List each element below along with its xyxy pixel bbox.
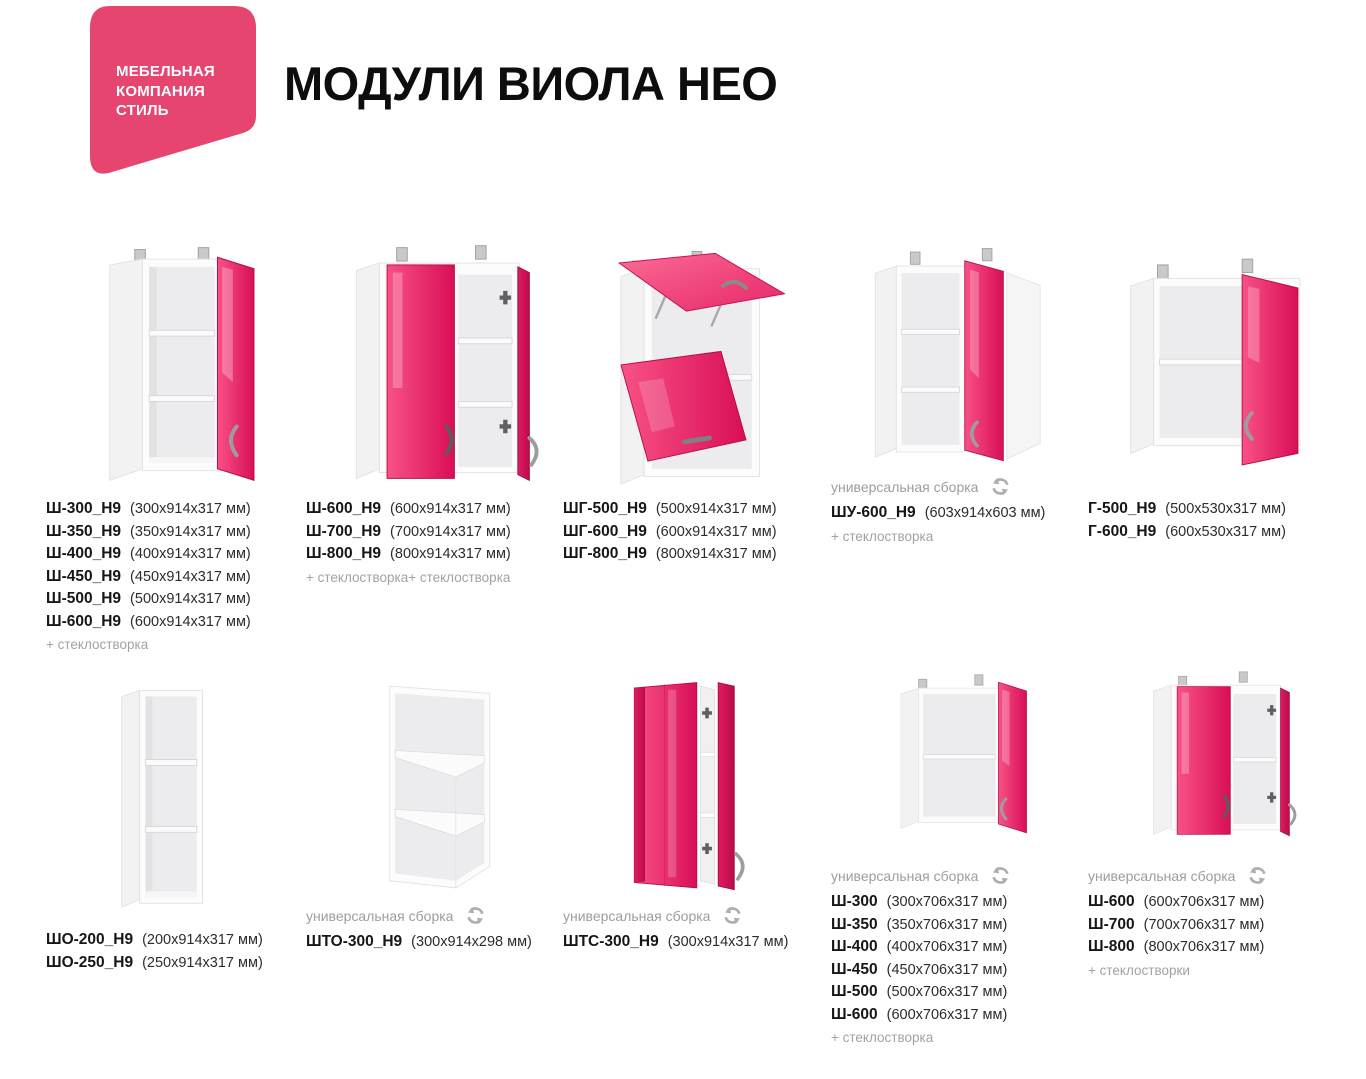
product-code: ШГ-600_Н9 [563,522,647,540]
product-code: Ш-400_Н9 [46,545,122,562]
product-lines [563,498,819,566]
product-lines [831,502,1087,525]
product-line [46,498,302,521]
product-size: (800х914х317 мм) [390,546,511,562]
logo-line: МЕБЕЛЬНАЯ [116,63,215,80]
open-shelf-unit-illustration [51,663,297,919]
short-double-door-illustration [1124,663,1309,855]
wide-short-cabinet-illustration [1096,238,1336,488]
glass-door-note: + стеклостворка [831,528,934,544]
product-size: (600х914х317 мм) [130,613,251,630]
product-line [831,959,1087,982]
product-lines [46,498,302,633]
product-image [1088,663,1344,855]
product-line [831,502,1087,525]
product-size: (250х914х317 мм) [142,954,263,971]
glass-door-note: + стеклостворка [831,1030,934,1045]
product-specs [306,498,562,585]
product-specs [563,498,819,566]
product-code: Ш-600 [1088,893,1135,910]
product-size: (300х706х317 мм) [886,894,1008,910]
product-line [46,952,302,975]
product-card [831,238,1087,544]
product-code: Ш-600_Н9 [306,500,382,517]
universal-assembly-row [1088,865,1344,886]
product-specs [46,498,302,652]
product-specs [831,865,1087,1045]
product-line [563,521,819,544]
universal-assembly-row [831,865,1087,886]
product-lines [1088,891,1344,959]
wide-double-door-illustration [314,238,554,488]
product-size: (500х914х317 мм) [655,501,777,517]
rotate-arrows-icon [1247,865,1268,886]
product-size: (300х914х298 мм) [411,934,532,950]
product-code: Ш-400 [831,938,878,955]
product-specs [1088,865,1344,978]
product-code: ШО-250_Н9 [46,953,134,971]
product-image [831,238,1087,466]
product-code: ШТО-300_Н9 [306,933,403,950]
product-code: Ш-800 [1088,938,1135,955]
product-line [563,931,819,954]
corner-cabinet-illustration [849,238,1068,466]
product-size: (603х914х603 мм) [924,505,1046,521]
product-card [1088,238,1344,543]
product-code: Ш-350 [831,915,878,933]
product-size: (800х706х317 мм) [1143,939,1265,955]
product-lines [563,931,819,954]
product-size: (500х530х317 мм) [1165,501,1286,517]
product-code: Ш-500 [831,983,878,1000]
universal-assembly-label: универсальная сборка [563,907,711,924]
product-size: (400х706х317 мм) [886,939,1008,955]
product-line [1088,936,1344,959]
product-size: (600х706х317 мм) [1143,894,1265,910]
product-code: Ш-500_Н9 [46,590,122,607]
product-line [1088,914,1344,937]
product-image [46,238,302,488]
product-size: (700х706х317 мм) [1143,916,1265,933]
product-image [1088,238,1344,488]
product-line [46,521,302,544]
product-line [831,936,1087,959]
product-specs [563,905,819,954]
product-line [46,588,302,611]
product-line [563,543,819,566]
product-line [563,498,819,521]
product-specs [46,929,302,974]
product-card [1088,663,1344,978]
product-code: Ш-300 [831,893,878,910]
product-lines [46,929,302,974]
glass-door-note: + стеклостворки [1088,962,1190,978]
product-card [306,238,562,585]
product-code: ШГ-500_Н9 [563,500,647,517]
product-line [831,981,1087,1004]
product-size: (500х914х317 мм) [130,591,251,607]
corner-end-cabinet-illustration [579,663,802,895]
corner-open-shelf-illustration [322,663,545,895]
product-line [1088,498,1344,521]
logo-line: СТИЛЬ [116,102,169,119]
product-line [46,611,302,634]
product-line [306,498,562,521]
universal-assembly-row [306,905,562,926]
rotate-arrows-icon [465,905,486,926]
product-specs [306,905,562,954]
company-name [116,62,215,121]
tall-single-door-illustration [54,238,294,488]
product-line [306,543,562,566]
product-code: Ш-450 [831,960,878,978]
product-size: (600х530х317 мм) [1165,523,1286,540]
product-line [831,891,1087,914]
product-size: (450х706х317 мм) [886,961,1008,978]
rotate-arrows-icon [990,865,1011,886]
product-size: (450х914х317 мм) [130,568,251,585]
product-specs [1088,498,1344,543]
product-image [46,663,302,919]
rotate-arrows-icon [722,905,743,926]
product-code: Ш-350_Н9 [46,522,122,540]
product-image [306,663,562,895]
product-line [831,1004,1087,1027]
product-code: Ш-600_Н9 [46,612,122,630]
product-card [46,663,302,974]
product-code: Ш-700 [1088,915,1135,933]
product-code: Г-600_Н9 [1088,522,1157,540]
product-size: (600х914х317 мм) [390,501,511,517]
product-line [46,929,302,952]
product-image [563,238,819,488]
product-size: (300х914х317 мм) [667,934,789,950]
product-card [306,663,562,954]
universal-assembly-label: универсальная сборка [831,867,979,884]
product-card [563,238,819,566]
product-image [831,663,1087,855]
company-logo-badge [88,6,256,178]
product-line [46,543,302,566]
product-size: (350х914х317 мм) [130,523,251,540]
product-specs [831,476,1087,544]
product-image [306,238,562,488]
logo-line: КОМПАНИЯ [116,82,205,100]
product-line [46,566,302,589]
product-code: ШО-200_Н9 [46,931,134,948]
product-code: ШТС-300_Н9 [563,933,659,950]
product-size: (400х914х317 мм) [130,546,251,562]
product-line [1088,891,1344,914]
product-code: Ш-800_Н9 [306,545,382,562]
universal-assembly-label: универсальная сборка [831,478,979,495]
product-size: (350х706х317 мм) [886,916,1008,933]
universal-assembly-row [831,476,1087,497]
glass-door-note: + стеклостворка [46,637,149,652]
product-size: (500х706х317 мм) [886,984,1008,1000]
product-lines [1088,498,1344,543]
product-size: (300х914х317 мм) [130,501,251,517]
page-title: МОДУЛИ ВИОЛА НЕО [284,57,778,110]
product-lines [831,891,1087,1026]
product-size: (700х914х317 мм) [390,523,511,540]
product-line [306,931,562,954]
product-size: (600х706х317 мм) [886,1006,1008,1023]
short-single-door-illustration [867,663,1052,855]
product-line [306,521,562,544]
flip-up-doors-illustration [571,238,811,488]
product-code: Ш-600 [831,1005,878,1023]
product-code: Г-500_Н9 [1088,500,1157,517]
universal-assembly-label: универсальная сборка [306,907,454,924]
product-lines [306,498,562,566]
product-card [831,663,1087,1045]
glass-door-note: + стеклостворка+ стеклостворка [306,569,511,585]
product-line [1088,521,1344,544]
product-code: Ш-300_Н9 [46,500,122,517]
universal-assembly-label: универсальная сборка [1088,867,1236,884]
product-size: (200х914х317 мм) [142,932,263,948]
universal-assembly-row [563,905,819,926]
product-code: Ш-450_Н9 [46,567,122,585]
product-line [831,914,1087,937]
product-size: (800х914х317 мм) [655,546,777,562]
rotate-arrows-icon [990,476,1011,497]
product-image [563,663,819,895]
product-size: (600х914х317 мм) [655,523,777,540]
product-lines [306,931,562,954]
product-card [563,663,819,954]
product-code: ШГ-800_Н9 [563,545,647,562]
product-code: ШУ-600_Н9 [831,504,916,521]
product-code: Ш-700_Н9 [306,522,382,540]
product-card [46,238,302,652]
